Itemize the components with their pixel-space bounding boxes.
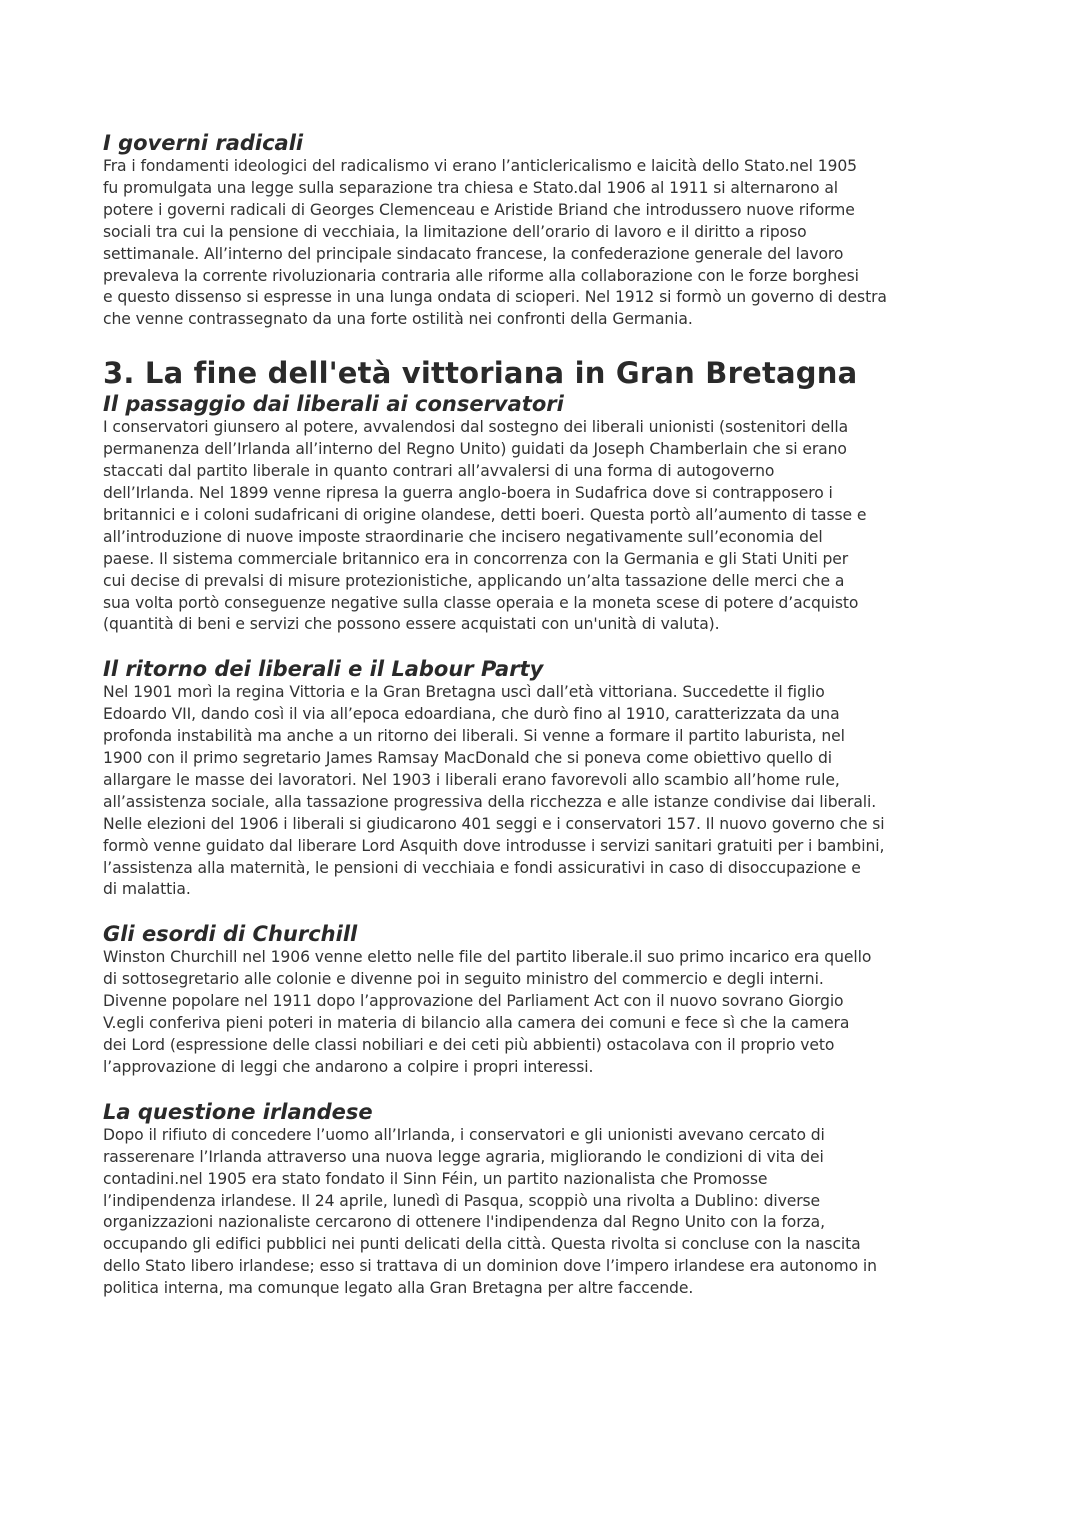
text-line: fu promulgata una legge sulla separazione tra chiesa e Stato.dal 1906 al 1911 si alternarono al	[103, 178, 839, 197]
text-line: sua volta portò conseguenze negative sulla classe operaia e la moneta scese di potere d’acquisto	[103, 593, 859, 612]
text-line: 1900 con il primo segretario James Ramsay MacDonald che si poneva come obiettivo quello di	[103, 749, 832, 768]
text-line: Nel 1901 morì la regina Vittoria e la Gran Bretagna uscì dall’età vittoriana. Succedette il figlio	[103, 683, 825, 702]
text-line: organizzazioni nazionaliste cercarono di ottenere l'indipendenza dal Regno Unito con la forza,	[103, 1213, 825, 1232]
heading-esordi-churchill: Gli esordi di Churchill	[103, 922, 358, 947]
text-line: dello Stato libero irlandese; esso si trattava di un dominion dove l’impero irlandese era autonomo in	[103, 1257, 877, 1276]
text-line: l’indipendenza irlandese. Il 24 aprile, lunedì di Pasqua, scoppiò una rivolta a Dublino: diverse	[103, 1191, 821, 1210]
paragraph-questione-irlandese	[103, 1125, 983, 1300]
text-line: Fra i fondamenti ideologici del radicalismo vi erano l’anticlericalismo e laicità dello Stato.nel 1905	[103, 157, 858, 175]
text-line: sociali tra cui la pensione di vecchiaia, la limitazione dell’orario di lavoro e il diritto a riposo	[103, 222, 807, 241]
text-line: dei Lord (espressione delle classi nobiliari e dei ceti più abbienti) ostacolava con il proprio veto	[103, 1036, 835, 1054]
paragraph-passaggio-liberali-conservatori	[103, 417, 983, 636]
text-line: formò venne guidato dal liberare Lord Asquith dove introdusse i servizi sanitari gratuiti per i bambini,	[103, 836, 885, 855]
text-line: paese. Il sistema commerciale britannico era in concorrenza con la Germania e gli Stati Uniti per	[103, 549, 849, 568]
text-line: politica interna, ma comunque legato alla Gran Bretagna per altre faccende.	[103, 1279, 694, 1298]
text-line: contadini.nel 1905 era stato fondato il Sinn Féin, un partito nazionalista che Promosse	[103, 1169, 768, 1188]
text-line: Edoardo VII, dando così il via all’epoca edoardiana, che durò fino al 1910, caratterizzata da una	[103, 705, 840, 724]
document-page	[103, 130, 983, 1300]
heading-governi-radicali: I governi radicali	[103, 131, 304, 155]
text-line: che venne contrassegnato da una forte ostilità nei confronti della Germania.	[103, 310, 693, 329]
text-line: all’assistenza sociale, alla tassazione progressiva della ricchezza e alle istanze condivise dai liberali.	[103, 792, 877, 811]
paragraph-governi-radicali	[103, 156, 983, 331]
heading-questione-irlandese: La questione irlandese	[103, 1099, 373, 1124]
text-line: Nelle elezioni del 1906 i liberali si giudicarono 401 seggi e i conservatori 157. Il nuovo governo che si	[103, 814, 885, 833]
text-line: V.egli conferiva pieni poteri in materia di bilancio alla camera dei comuni e fece sì che la camera	[103, 1014, 850, 1033]
text-line: rasserenare l’Irlanda attraverso una nuova legge agraria, migliorando le condizioni di vita dei	[103, 1147, 824, 1166]
heading-liberali-labour-party: Il ritorno dei liberali e il Labour Party	[103, 657, 544, 682]
text-line: occupando gli edifici pubblici nei punti delicati della città. Questa rivolta si concluse con la nascita	[103, 1235, 861, 1254]
heading-passaggio-liberali-conservatori: Il passaggio dai liberali ai conservatori	[103, 392, 564, 417]
section-title-eta-vittoriana: 3. La fine dell'età vittoriana in Gran Bretagna	[103, 356, 858, 391]
text-line: di sottosegretario alle colonie e divenne poi in seguito ministro del commercio e degli interni.	[103, 970, 824, 989]
text-line: l’assistenza alla maternità, le pensioni di vecchiaia e fondi assicurativi in caso di disoccupazione e	[103, 858, 861, 877]
text-line: I conservatori giunsero al potere, avvalendosi dal sostegno dei liberali unionisti (sostenitori della	[103, 418, 849, 437]
text-line: Divenne popolare nel 1911 dopo l’approvazione del Parliament Act con il nuovo sovrano Giorgio	[103, 992, 844, 1011]
text-line: cui decise di prevalsi di misure protezionistiche, applicando un’alta tassazione delle merci che a	[103, 571, 845, 590]
paragraph-esordi-churchill	[103, 947, 983, 1078]
text-line: allargare le masse dei lavoratori. Nel 1903 i liberali erano favorevoli allo scambio all’home rule,	[103, 770, 840, 789]
text-line: dell’Irlanda. Nel 1899 venne ripresa la guerra anglo-boera in Sudafrica dove si contrapposero i	[103, 483, 833, 502]
text-line: Dopo il rifiuto di concedere l’uomo all’Irlanda, i conservatori e gli unionisti avevano cercato di	[103, 1125, 825, 1144]
text-line: prevaleva la corrente rivoluzionaria contraria alle riforme alla collaborazione con le forze borghesi	[103, 266, 859, 285]
text-line: staccati dal partito liberale in quanto contrari all’avvalersi di una forma di autogoverno	[103, 462, 775, 481]
text-line: potere i governi radicali di Georges Clemenceau e Aristide Briand che introdussero nuove riforme	[103, 200, 855, 219]
text-line: permanenza dell’Irlanda all’interno del Regno Unito) guidati da Joseph Chamberlain che si erano	[103, 440, 847, 459]
text-line: profonda instabilità ma anche a un ritorno dei liberali. Si venne a formare il partito laburista, nel	[103, 727, 845, 746]
text-line: l’approvazione di leggi che andarono a colpire i propri interessi.	[103, 1057, 594, 1076]
text-line: settimanale. All’interno del principale sindacato francese, la confederazione generale del lavoro	[103, 244, 844, 263]
text-line: di malattia.	[103, 880, 191, 899]
text-line: Winston Churchill nel 1906 venne eletto nelle file del partito liberale.il suo primo incarico era quello	[103, 948, 872, 967]
text-line: e questo dissenso si espresse in una lunga ondata di scioperi. Nel 1912 si formò un governo di destra	[103, 288, 887, 307]
paragraph-liberali-labour-party	[103, 682, 983, 901]
text-line: (quantità di beni e servizi che possono essere acquistati con un'unità di valuta).	[103, 615, 720, 634]
text-line: britannici e i coloni sudafricani di origine olandese, detti boeri. Questa portò all’aumento di tasse e	[103, 505, 867, 524]
text-line: all’introduzione di nuove imposte straordinarie che incisero negativamente sull’economia del	[103, 527, 823, 546]
